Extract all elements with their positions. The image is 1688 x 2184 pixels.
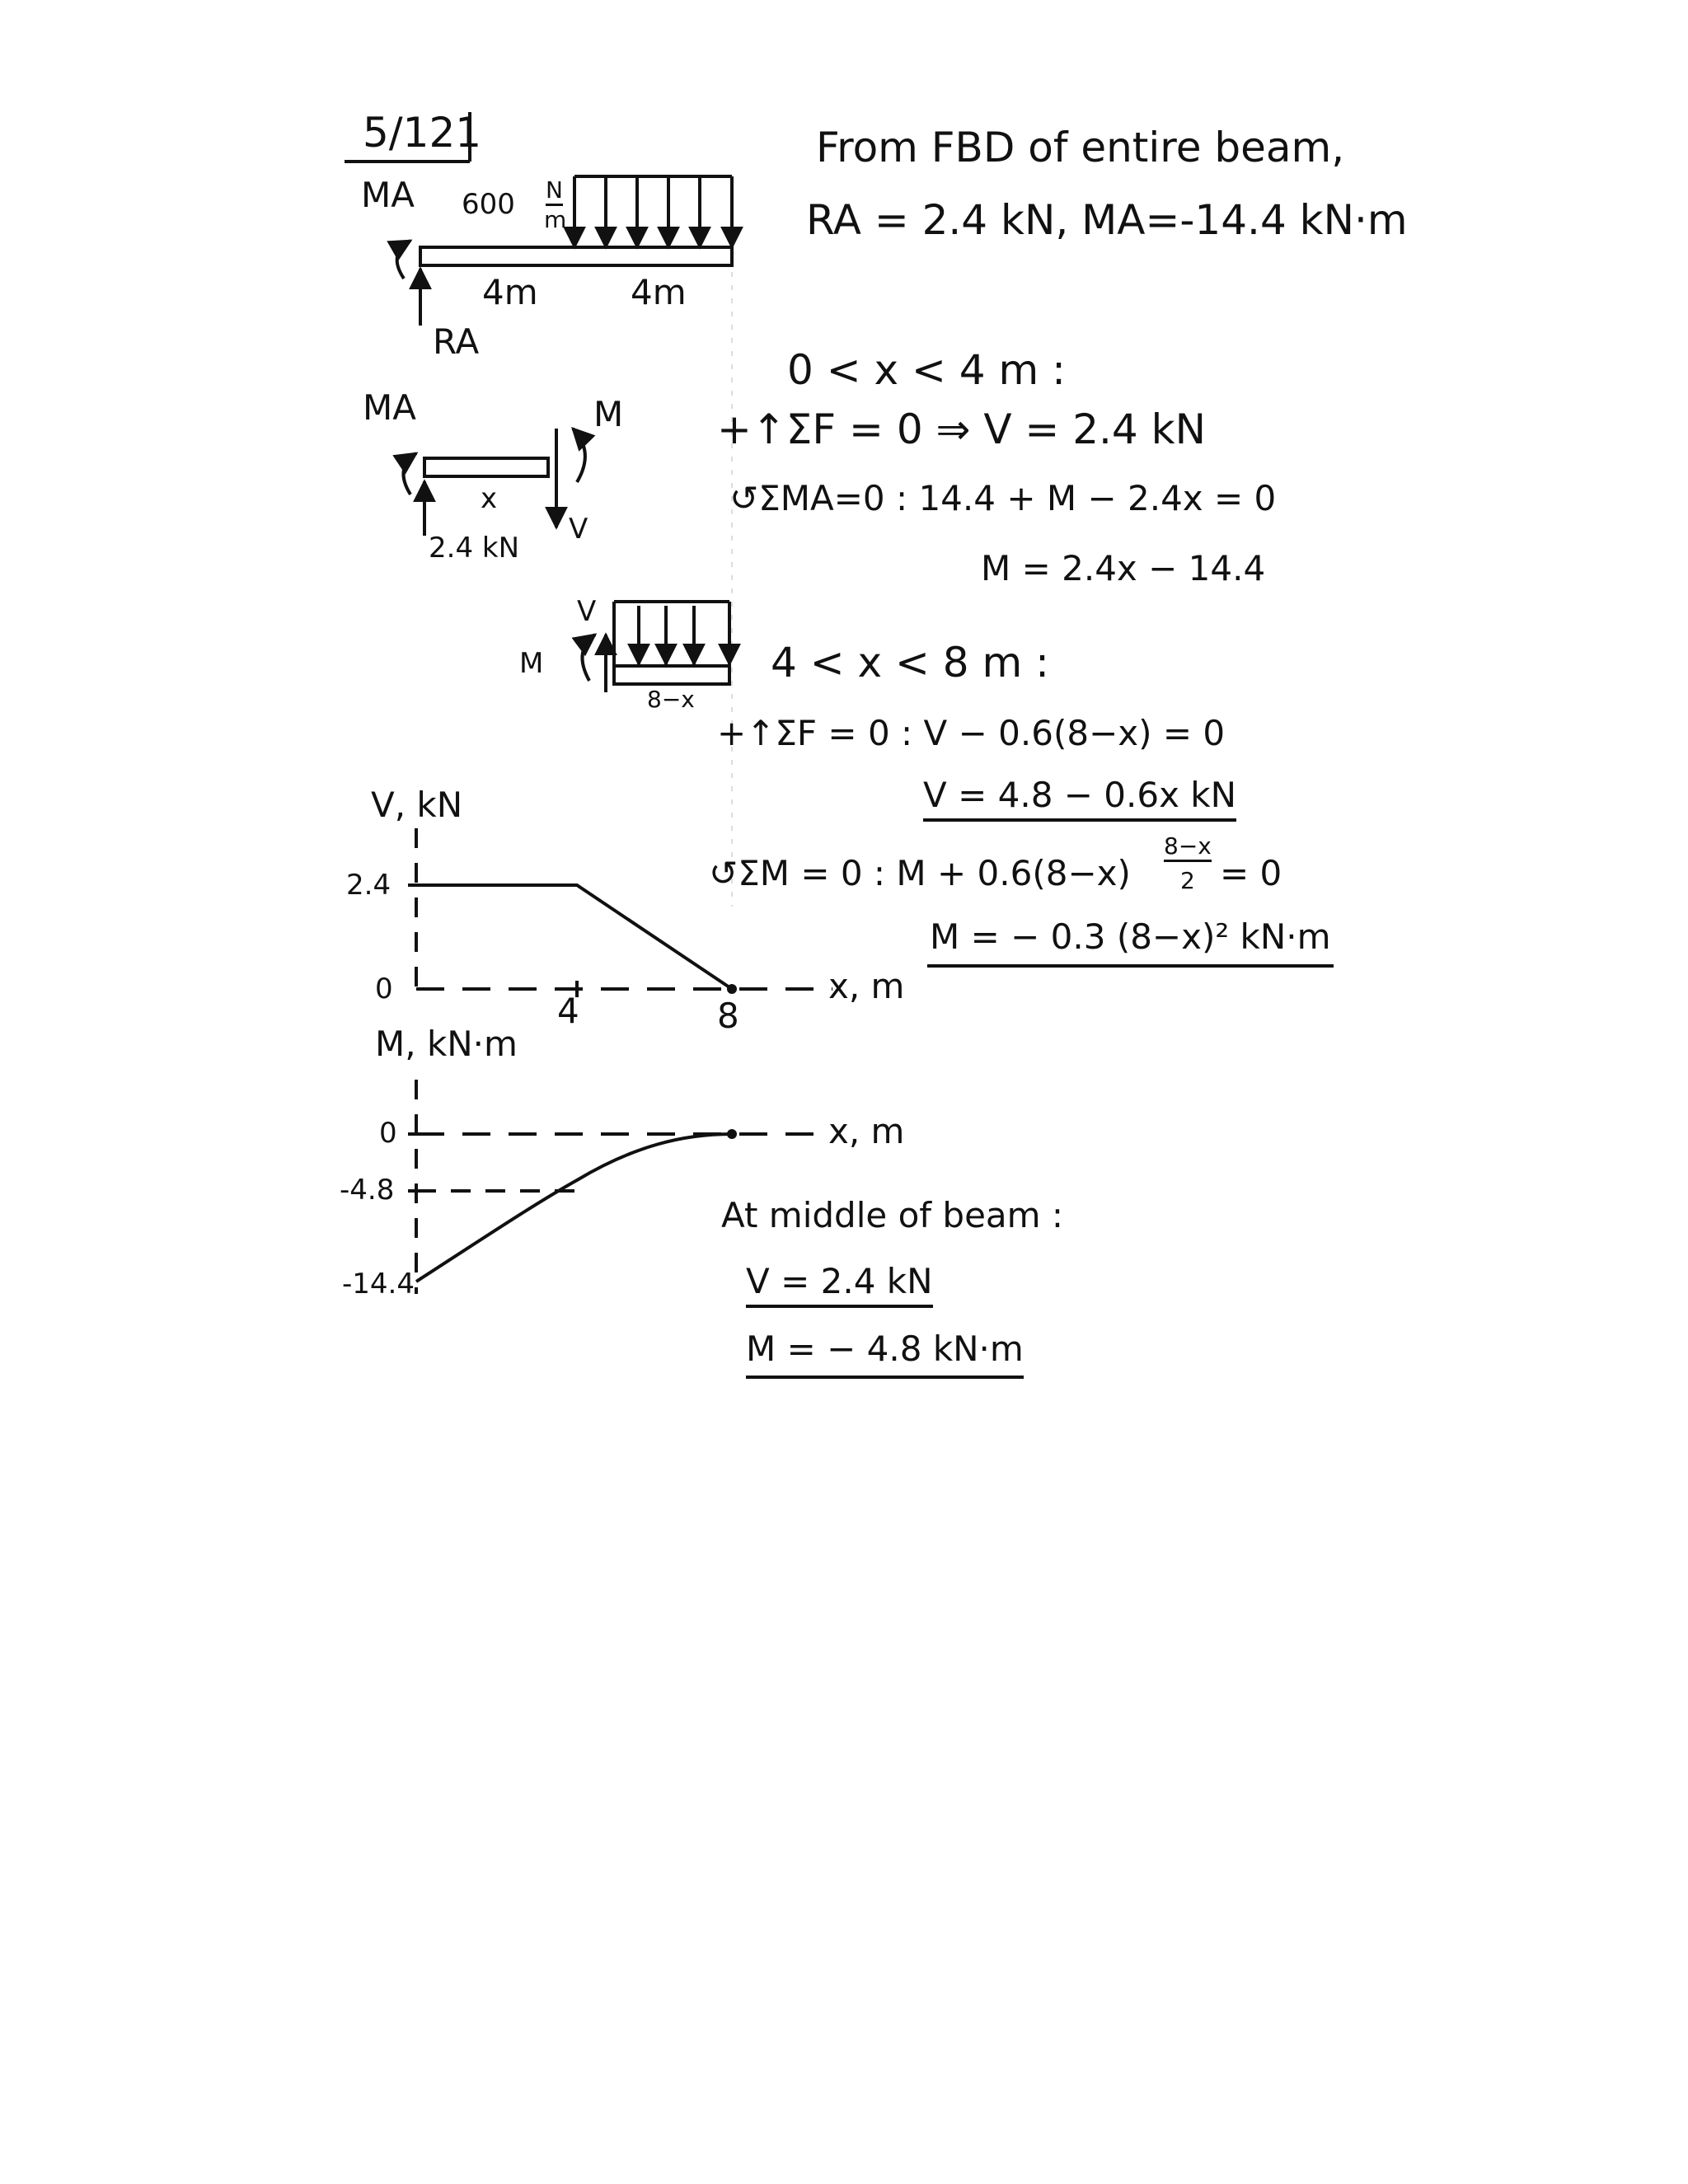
section-2-moment-eq-a: ↺ΣM = 0 : M + 0.6(8−x) — [709, 853, 1131, 893]
section-1-moment-eq: ↺ΣMA=0 : 14.4 + M − 2.4x = 0 — [729, 478, 1277, 518]
shear-x-tick-4: 4 — [557, 991, 579, 1031]
header-line-1: From FBD of entire beam, — [816, 124, 1345, 171]
moment-axis-label: M, kN·m — [375, 1024, 518, 1064]
section-2-force-eq: +↑ΣF = 0 : V − 0.6(8−x) = 0 — [717, 713, 1226, 753]
moment-tick-label-4.8: -4.8 — [340, 1174, 395, 1207]
conclusion-shear: V = 2.4 kN — [746, 1261, 933, 1308]
moment-tick-label-14.4: -14.4 — [342, 1268, 415, 1301]
shear-tick-label-2.4: 2.4 — [346, 869, 392, 902]
fbd-2-length: 8−x — [647, 686, 695, 713]
conclusion-moment: M = − 4.8 kN·m — [746, 1329, 1024, 1379]
header-line-2: RA = 2.4 kN, MA=-14.4 kN·m — [806, 196, 1408, 244]
section-2-frac-num: 8−x — [1164, 832, 1212, 862]
shear-axis-label: V, kN — [371, 785, 463, 825]
reaction-label-ra: RA — [433, 321, 480, 362]
moment-label-ma: MA — [361, 175, 415, 215]
fbd-2-moment: M — [519, 647, 544, 680]
load-unit-numerator: N — [546, 176, 563, 206]
shear-x-axis-label: x, m — [828, 966, 905, 1006]
load-value: 600 — [462, 188, 515, 221]
fbd-1-force: 2.4 kN — [429, 532, 520, 565]
shear-x-tick-8: 8 — [717, 996, 739, 1036]
moment-x-axis-label: x, m — [828, 1111, 905, 1151]
shear-tick-label-0: 0 — [375, 972, 393, 1005]
moment-end-point — [729, 1131, 735, 1137]
conclusion-heading: At middle of beam : — [721, 1195, 1064, 1235]
problem-number: 5/121 — [363, 109, 482, 157]
fbd-1-x: x — [481, 482, 498, 515]
shear-curve — [416, 885, 732, 989]
section-2-frac-den: 2 — [1180, 867, 1195, 894]
fbd-section-2 — [582, 602, 729, 692]
moment-tick-label-0: 0 — [379, 1117, 397, 1150]
section-2-shear-result: V = 4.8 − 0.6x kN — [923, 775, 1236, 822]
shear-end-point — [729, 986, 735, 992]
section-2-range: 4 < x < 8 m : — [771, 639, 1049, 687]
section-1-force-eq: +↑ΣF = 0 ⇒ V = 2.4 kN — [717, 405, 1206, 453]
load-unit-denominator: m — [544, 206, 567, 233]
span-left: 4m — [482, 272, 538, 312]
section-2-moment-eq-b: = 0 — [1220, 853, 1282, 893]
fbd-1-shear: V — [569, 513, 588, 546]
fbd-1-moment-left: MA — [363, 387, 416, 428]
moment-curve — [416, 1134, 732, 1282]
section-1-range: 0 < x < 4 m : — [787, 346, 1066, 394]
fbd-1-moment-right: M — [593, 394, 624, 434]
fbd-2-shear: V — [577, 595, 597, 628]
section-2-moment-result: M = − 0.3 (8−x)² kN·m — [930, 916, 1331, 957]
span-right: 4m — [631, 272, 687, 312]
section-1-moment-result: M = 2.4x − 14.4 — [981, 548, 1266, 588]
